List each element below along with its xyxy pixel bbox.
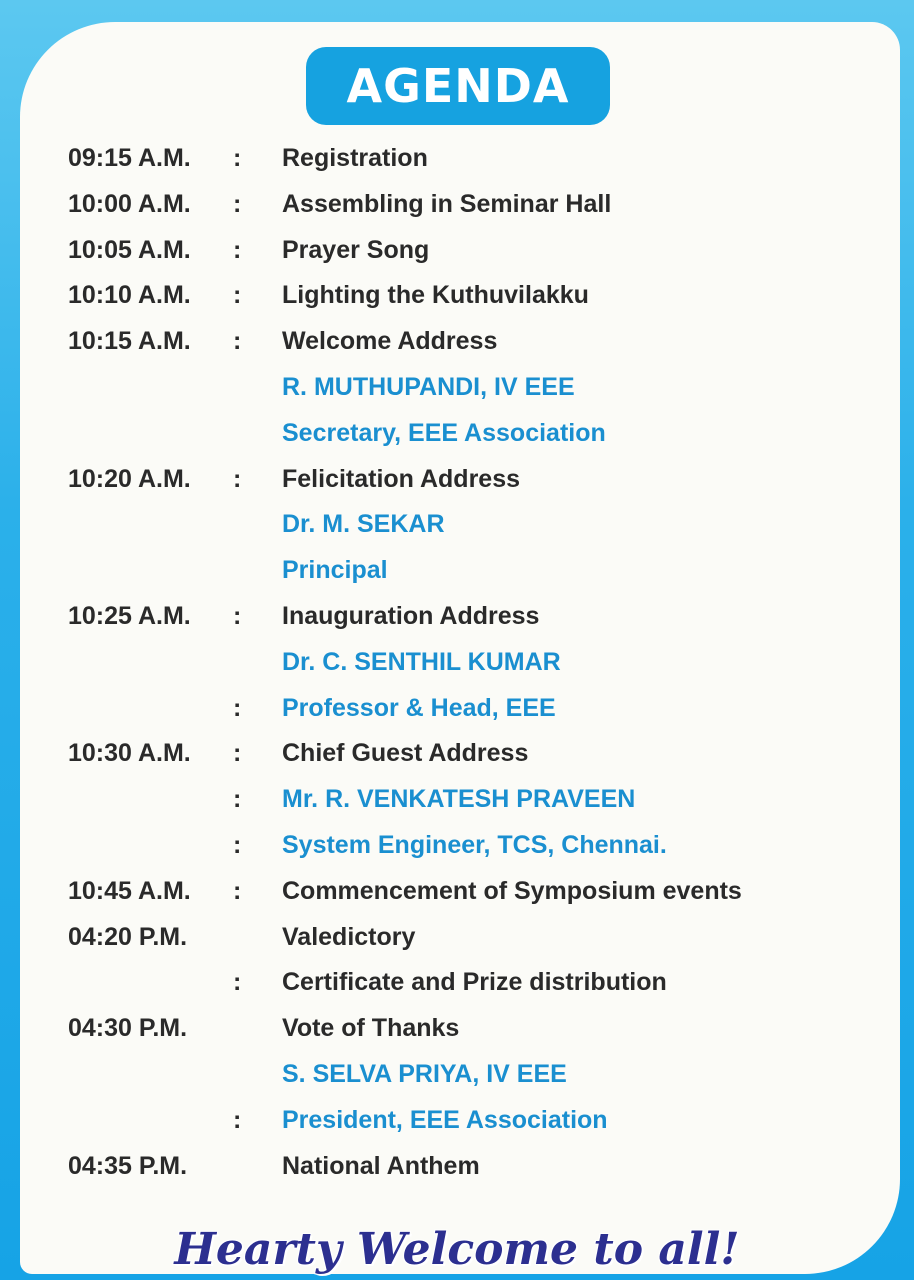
agenda-time: 10:45 A.M. xyxy=(68,876,191,905)
agenda-separator: : xyxy=(233,1105,242,1134)
agenda-separator: : xyxy=(233,327,242,356)
agenda-row xyxy=(0,594,914,640)
agenda-time: 10:25 A.M. xyxy=(68,601,191,630)
agenda-separator: : xyxy=(233,739,242,768)
agenda-time: 09:15 A.M. xyxy=(68,144,191,172)
agenda-time: 10:15 A.M. xyxy=(68,327,191,356)
agenda-row xyxy=(0,777,914,823)
agenda-time: 04:30 P.M. xyxy=(68,1014,188,1043)
agenda-time: 04:35 P.M. xyxy=(68,1151,188,1180)
agenda-item: Dr. M. SEKAR xyxy=(282,510,445,539)
agenda-row xyxy=(0,411,914,457)
agenda-item: Assembling in Seminar Hall xyxy=(282,189,612,218)
agenda-row xyxy=(0,548,914,594)
agenda-item: Commencement of Symposium events xyxy=(282,876,742,905)
agenda-item: Registration xyxy=(282,144,428,172)
agenda-item: President, EEE Association xyxy=(282,1105,608,1134)
agenda-time: 04:20 P.M. xyxy=(68,922,188,951)
agenda-row xyxy=(0,365,914,411)
agenda-separator: : xyxy=(233,830,242,859)
agenda-row xyxy=(0,182,914,228)
welcome-footer: Hearty Welcome to all! xyxy=(174,1224,740,1275)
agenda-separator: : xyxy=(233,281,242,310)
agenda-row xyxy=(0,915,914,961)
agenda-item: Dr. C. SENTHIL KUMAR xyxy=(282,647,561,676)
agenda-time: 10:05 A.M. xyxy=(68,235,191,264)
agenda-row xyxy=(0,869,914,915)
agenda-item: Felicitation Address xyxy=(282,464,521,493)
agenda-row xyxy=(0,731,914,777)
agenda-time: 10:00 A.M. xyxy=(68,189,191,218)
agenda-item: Vote of Thanks xyxy=(282,1014,460,1043)
agenda-item: System Engineer, TCS, Chennai. xyxy=(282,830,667,859)
agenda-row xyxy=(0,823,914,869)
agenda-item: Lighting the Kuthuvilakku xyxy=(282,281,589,310)
agenda-item: Principal xyxy=(282,556,388,585)
agenda-row xyxy=(0,1144,914,1190)
agenda-row xyxy=(0,273,914,319)
agenda-item: Certificate and Prize distribution xyxy=(282,968,667,997)
agenda-item: Professor & Head, EEE xyxy=(282,693,556,722)
agenda-item: Prayer Song xyxy=(282,235,430,264)
agenda-item: Valedictory xyxy=(282,922,416,951)
agenda-item: Welcome Address xyxy=(282,327,498,356)
agenda-row xyxy=(0,136,914,182)
agenda-item: S. SELVA PRIYA, IV EEE xyxy=(282,1059,567,1088)
agenda-item: R. MUTHUPANDI, IV EEE xyxy=(282,372,575,401)
agenda-separator: : xyxy=(233,235,242,264)
agenda-row xyxy=(0,457,914,503)
agenda-item: Inauguration Address xyxy=(282,601,540,630)
agenda-row xyxy=(0,686,914,732)
agenda-list xyxy=(0,136,914,1189)
agenda-item: Mr. R. VENKATESH PRAVEEN xyxy=(282,785,636,814)
agenda-separator: : xyxy=(233,601,242,630)
agenda-row xyxy=(0,960,914,1006)
agenda-separator: : xyxy=(233,144,242,172)
agenda-title-badge xyxy=(306,47,610,125)
agenda-separator: : xyxy=(233,968,242,997)
page-title: AGENDA xyxy=(346,59,570,113)
agenda-separator: : xyxy=(233,464,242,493)
agenda-separator: : xyxy=(233,785,242,814)
agenda-row xyxy=(0,1052,914,1098)
agenda-separator: : xyxy=(233,189,242,218)
agenda-time: 10:20 A.M. xyxy=(68,464,191,493)
agenda-separator: : xyxy=(233,693,242,722)
agenda-time: 10:10 A.M. xyxy=(68,281,191,310)
agenda-row xyxy=(0,228,914,274)
agenda-row xyxy=(0,502,914,548)
agenda-row xyxy=(0,1006,914,1052)
agenda-item: Chief Guest Address xyxy=(282,739,529,768)
agenda-row xyxy=(0,1098,914,1144)
agenda-item: Secretary, EEE Association xyxy=(282,418,606,447)
agenda-row xyxy=(0,640,914,686)
agenda-row xyxy=(0,319,914,365)
agenda-item: National Anthem xyxy=(282,1151,480,1180)
agenda-separator: : xyxy=(233,876,242,905)
agenda-time: 10:30 A.M. xyxy=(68,739,191,768)
